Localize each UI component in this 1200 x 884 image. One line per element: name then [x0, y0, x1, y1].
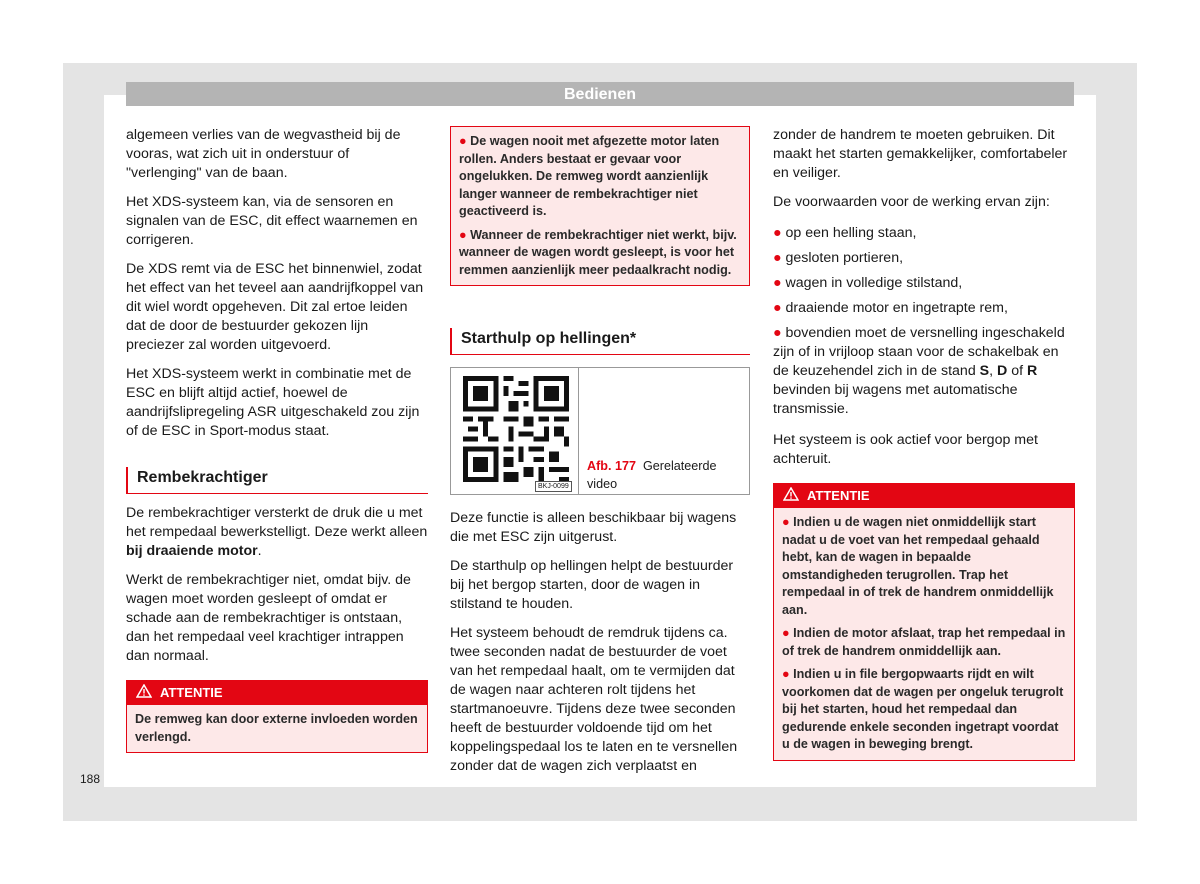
list-item	[773, 274, 1075, 293]
paragraph: zonder de handrem te moeten gebruiken. Dit maakt het starten gemakkelijker, comfortabeler en veiliger.	[773, 127, 1068, 181]
paragraph: Deze functie is alleen beschikbaar bij wagens die met ESC zijn uitgerust.	[450, 510, 737, 545]
figure-code: BKJ-0099	[535, 481, 572, 492]
bullet-dot-icon: ●	[459, 227, 471, 242]
figure-caption	[587, 457, 742, 493]
list-item-text: draaiende motor en ingetrapte rem,	[785, 300, 1008, 316]
bullet-dot-icon: ●	[782, 667, 794, 681]
bold-text: bij draaiende motor	[126, 543, 258, 559]
attention-body: De remweg kan door externe invloeden worden verlengd.	[126, 705, 428, 753]
list-item	[773, 249, 1075, 268]
list-item-text: wagen in volledige stilstand,	[785, 275, 963, 291]
attention-text: Indien de motor afslaat, trap het rempedaal in of trek de handrem onmiddellijk aan.	[782, 626, 1066, 658]
warning-triangle-icon	[136, 681, 152, 706]
attention-header	[126, 680, 428, 705]
warning-box	[450, 126, 750, 286]
bold-text: S	[979, 363, 990, 379]
figure-177	[450, 367, 750, 495]
bullet-dot-icon: ●	[782, 626, 794, 640]
chapter-header: Bedienen	[126, 82, 1074, 106]
attention-body	[773, 508, 1075, 761]
page-number: 188	[80, 772, 101, 786]
list-item	[773, 299, 1075, 318]
paragraph: De XDS remt via de ESC het binnenwiel, zodat het effect van het teveel aan aandrijfkoppel van dit wiel wordt opgeheven. Dit zal ertoe leiden dat de door de bestuurder gekozen lijn preciezer zal worden uitgevoerd.	[126, 261, 424, 353]
attention-header	[773, 483, 1075, 508]
attention-item	[782, 625, 1066, 660]
bullet-dot-icon: ●	[773, 225, 786, 241]
warning-triangle-icon	[783, 484, 799, 509]
section-title-rembekrachtiger: Rembekrachtiger	[126, 467, 428, 494]
attention-item	[782, 514, 1066, 619]
figure-label: Afb. 177	[587, 459, 636, 473]
text: De rembekrachtiger versterkt de druk die u met het rempedaal bewerkstelligt. Deze werkt alleen	[126, 505, 428, 540]
warning-item	[459, 133, 741, 221]
bullet-dot-icon: ●	[459, 134, 471, 148]
attention-text: Indien u in file bergopwaarts rijdt en wilt voorkomen dat de wagen per ongeluk terugrolt bij het starten, houd het rempedaal dan gedurende enkele seconden ingetrapt voordat u de wagen in beweging brengt.	[782, 667, 1064, 751]
bullet-dot-icon: ●	[773, 275, 786, 291]
column-1	[126, 126, 428, 753]
paragraph: De voorwaarden voor de werking ervan zijn:	[773, 194, 1050, 210]
text: bevinden bij wagens met automatische transmissie.	[773, 382, 1018, 417]
paragraph: Het XDS-systeem werkt in combinatie met de ESC en blijft altijd actief, hoewel de aandrijfslipregeling ASR uitgeschakeld zou zijn of de ESC in Sport-modus staat.	[126, 366, 420, 439]
paragraph	[126, 504, 428, 561]
text: bovendien moet de versnelling ingeschakeld zijn of in vrijloop staan voor de schakelbak en de keuzehendel zich in de stand	[773, 325, 1065, 379]
bold-text: R	[1026, 363, 1038, 379]
paragraph: De starthulp op hellingen helpt de bestuurder bij het bergop starten, door de wagen in stilstand te houden.	[450, 558, 734, 612]
list-item	[773, 224, 1075, 243]
column-2	[450, 126, 750, 786]
qr-code-icon[interactable]	[461, 376, 571, 482]
warning-text: Wanneer de rembekrachtiger niet werkt, bijv. wanneer de wagen wordt gesleept, is voor het remmen aanzienlijk meer pedaalkracht nodig.	[459, 227, 737, 277]
bullet-dot-icon: ●	[782, 515, 794, 529]
paragraph: Werkt de rembekrachtiger niet, omdat bijv. de wagen moet worden gesleept of omdat er schade aan de rembekrachtiger is ontstaan, dan het rempedaal veel krachtiger intrappen dan normaal.	[126, 572, 411, 664]
paragraph: Het XDS-systeem kan, via de sensoren en signalen van de ESC, dit effect waarnemen en corrigeren.	[126, 194, 418, 248]
bullet-dot-icon: ●	[773, 300, 786, 316]
bullet-dot-icon: ●	[773, 325, 786, 341]
section-title-starthulp: Starthulp op hellingen*	[450, 328, 750, 355]
conditions-list	[773, 224, 1075, 419]
attention-label: ATTENTIE	[160, 685, 223, 700]
text: .	[257, 543, 262, 559]
list-item	[773, 324, 1075, 419]
paragraph: Het systeem is ook actief voor bergop met achteruit.	[773, 432, 1038, 467]
warning-item	[459, 227, 741, 280]
warning-text: De wagen nooit met afgezette motor laten rollen. Anders bestaat er gevaar voor ongelukken. De remweg wordt aanzienlijk langer wanneer de rembekrachtiger niet geactiveerd is.	[459, 134, 720, 218]
text: of	[1007, 363, 1027, 379]
list-item-text: gesloten portieren,	[785, 250, 904, 266]
figure-caption-text: Gerelateerde video	[587, 459, 717, 491]
attention-label: ATTENTIE	[807, 488, 870, 503]
attention-item	[782, 666, 1066, 754]
list-item-text: op een helling staan,	[785, 225, 917, 241]
paragraph: Het systeem behoudt de remdruk tijdens ca. twee seconden nadat de bestuurder de voet van het rempedaal haalt, om te vermijden dat de wagen naar achteren rolt tijdens het startmanoeuvre. Tijdens deze twee seconden heeft de bestuurder voldoende tijd om het koppelingspedaal los te laten en te versnellen zonder dat de wagen zich verplaatst en	[450, 625, 738, 774]
bullet-dot-icon: ●	[773, 250, 786, 266]
bold-text: D	[997, 363, 1008, 379]
column-3	[773, 126, 1075, 761]
figure-divider	[578, 368, 579, 494]
paragraph: algemeen verlies van de wegvastheid bij de vooras, wat zich uit in onderstuur of "verlenging" van de baan.	[126, 127, 401, 181]
text: ,	[989, 363, 998, 379]
attention-text: Indien u de wagen niet onmiddellijk start nadat u de voet van het rempedaal gehaald hebt, kan de wagen in bepaalde omstandigheden terugrollen. Trap het rempedaal in of trek de handrem onmiddellijk aan.	[782, 515, 1054, 617]
